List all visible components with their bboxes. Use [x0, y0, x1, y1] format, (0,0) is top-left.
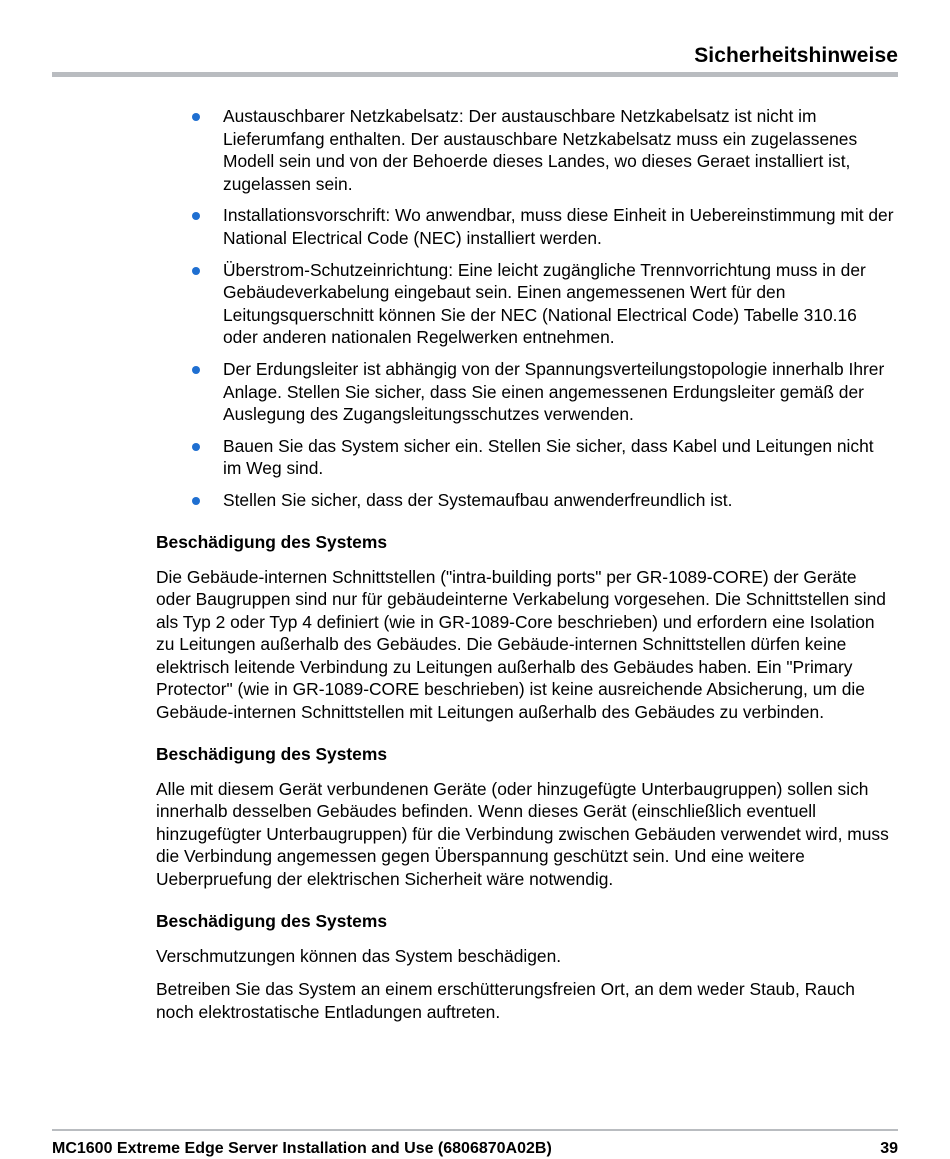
- section-heading: Beschädigung des Systems: [156, 531, 387, 552]
- bullet-item: [156, 435, 896, 480]
- bullet-text: Austauschbarer Netzkabelsatz: Der austauschbare Netzkabelsatz ist nicht im Lieferumfang enthalten. Der austauschbare Netzkabelsatz muss ein zugelassenes Modell sein und von der Behoerde dieses Landes, wo dieses Geraet installiert ist, zugelassen sein.: [223, 106, 858, 194]
- section-paragraph: Alle mit diesem Gerät verbundenen Geräte (oder hinzugefügte Unterbaugruppen) sollen sich innerhalb desselben Gebäudes befinden. Wenn dieses Gerät (einschließlich eventuell hinzugefügter Unterbaugruppen) für die Verbindung zwischen Gebäuden verwendet wird, muss die Verbindung angemessen gegen Überspannung geschützt sein. Und eine weitere Ueberpruefung der elektrischen Sicherheit wäre notwendig.: [156, 778, 889, 890]
- bullet-dot-icon: [192, 267, 200, 275]
- bullet-text: Stellen Sie sicher, dass der Systemaufbau anwenderfreundlich ist.: [223, 489, 733, 510]
- section-paragraph: Betreiben Sie das System an einem erschütterungsfreien Ort, an dem weder Staub, Rauch noch elektrostatische Entladungen auftreten.: [156, 979, 855, 1022]
- section-paragraph: Die Gebäude-internen Schnittstellen ("intra-building ports" per GR-1089-CORE) der Geräte oder Baugruppen sind nur für gebäudeinterne Verkabelung vorgesehen. Die Schnittstellen sind als Typ 2 oder Typ 4 definiert (wie in GR-1089-Core beschrieben) und erfordern eine Isolation zu Leitungen außerhalb des Gebäudes. Die Gebäude-internen Schnittstellen dürfen keine elektrisch leitende Verbindung zu Leitungen außerhalb des Gebäudes haben. Ein "Primary Protector" (wie in GR-1089-CORE beschrieben) ist keine ausreichende Absicherung, um die Gebäude-internen Schnittstellen mit Leitungen außerhalb des Gebäudes zu verbinden.: [156, 566, 886, 723]
- bullet-dot-icon: [192, 113, 200, 121]
- bullet-dot-icon: [192, 366, 200, 374]
- bullet-item: [156, 489, 896, 512]
- bullet-dot-icon: [192, 212, 200, 220]
- bullet-item: [156, 259, 896, 349]
- section-heading: Beschädigung des Systems: [156, 743, 387, 764]
- bullet-text: Überstrom-Schutzeinrichtung: Eine leicht zugängliche Trennvorrichtung muss in der Gebäudeverkabelung eingebaut sein. Einen angemessenen Wert für den Leitungsquerschnitt können Sie der NEC (National Electrical Code) Tabelle 310.16 oder anderen nationalen Regelwerken entnehmen.: [223, 259, 866, 348]
- bullet-text: Der Erdungsleiter ist abhängig von der Spannungsverteilungstopologie innerhalb Ihrer Anlage. Stellen Sie sicher, dass Sie einen angemessenen Erdungsleiter gemäß der Auslegung des Zugangsleitungsschutzes verwenden.: [223, 358, 885, 425]
- bullet-text: Installationsvorschrift: Wo anwendbar, muss diese Einheit in Uebereinstimmung mit der National Electrical Code (NEC) installiert werden.: [223, 205, 894, 248]
- bullet-list: [156, 105, 896, 512]
- section-heading: Beschädigung des Systems: [156, 910, 387, 931]
- section-paragraph: Verschmutzungen können das System beschädigen.: [156, 945, 562, 966]
- footer-divider: [52, 1129, 898, 1131]
- bullet-item: [156, 204, 896, 249]
- page-content: [156, 105, 896, 1034]
- bullet-text: Bauen Sie das System sicher ein. Stellen Sie sicher, dass Kabel und Leitungen nicht im Weg sind.: [223, 435, 874, 479]
- bullet-item: [156, 105, 896, 195]
- bullet-item: [156, 358, 896, 426]
- bullet-dot-icon: [192, 497, 200, 505]
- footer-document-title: MC1600 Extreme Edge Server Installation and Use (6806870A02B): [52, 1140, 552, 1157]
- bullet-dot-icon: [192, 443, 200, 451]
- footer-page-number: 39: [880, 1140, 898, 1157]
- page-header-title: Sicherheitshinweise: [694, 44, 898, 67]
- header-divider: [52, 72, 898, 77]
